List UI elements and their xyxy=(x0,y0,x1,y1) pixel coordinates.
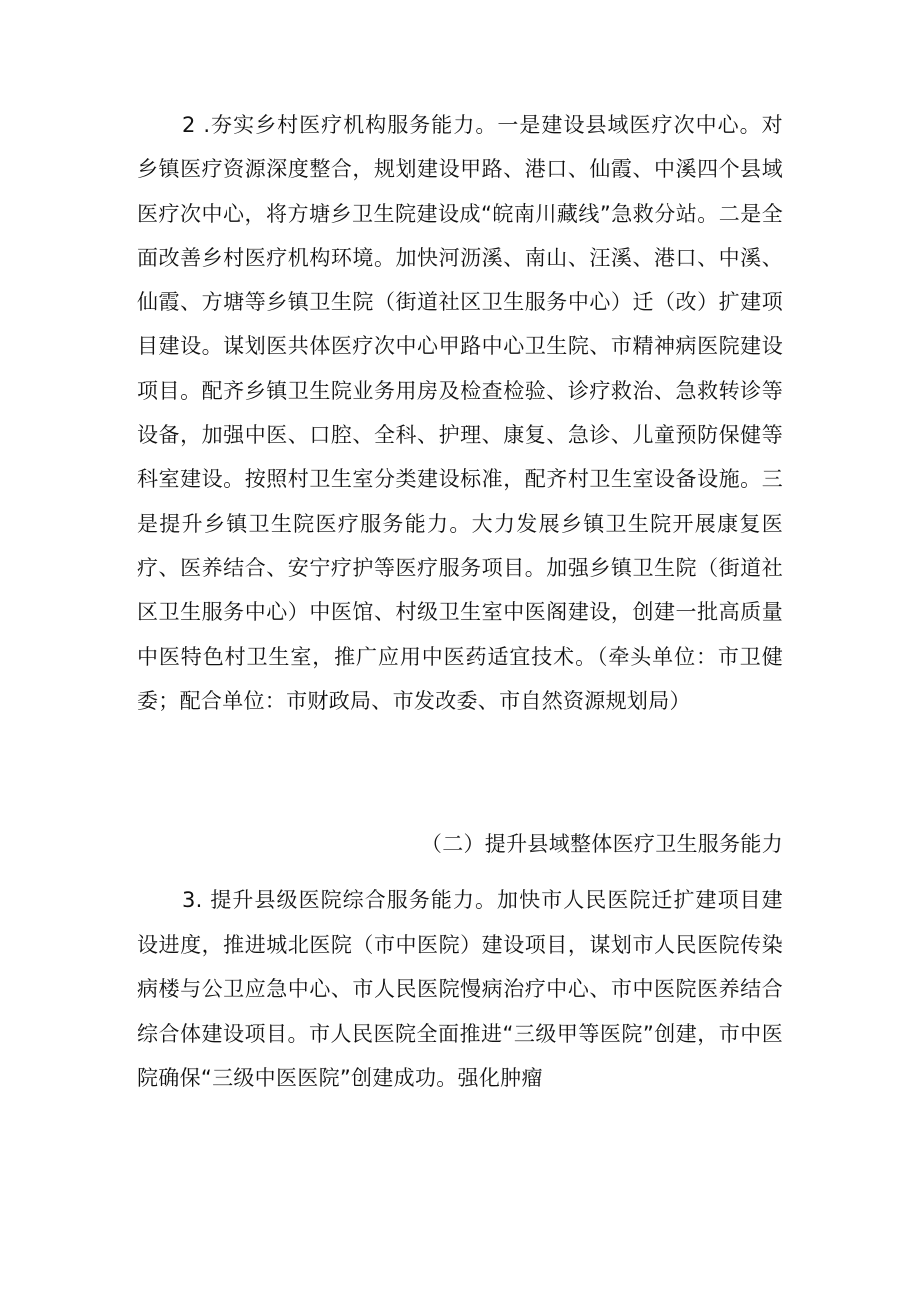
section-heading: （二）提升县域整体医疗卫生服务能力 xyxy=(420,832,783,856)
paragraph-2-text: 3. 提升县级医院综合服务能力。加快市人民医院迁扩建项目建设进度，推进城北医院（市中医院）建设项目，谋划市人民医院传染病楼与公卫应急中心、市人民医院慢病治疗中心、市中医院医养结合综合体建设项目。市人民医院全面推进“三级甲等医院”创建，市中医院确保“三级中医医院”创建成功。强化肿瘤 xyxy=(137,888,783,1090)
paragraph-rural-medical-capacity xyxy=(137,103,783,723)
paragraph-county-hospital-capacity xyxy=(137,878,783,1101)
paragraph-1-text: 2 .夯实乡村医疗机构服务能力。一是建设县域医疗次中心。对乡镇医疗资源深度整合，规划建设甲路、港口、仙霞、中溪四个县域医疗次中心，将方塘乡卫生院建设成“皖南川藏线”急救分站。二是全面改善乡村医疗机构环境。加快河沥溪、南山、汪溪、港口、中溪、仙霞、方塘等乡镇卫生院（街道社区卫生服务中心）迁（改）扩建项目建设。谋划医共体医疗次中心甲路中心卫生院、市精神病医院建设项目。配齐乡镇卫生院业务用房及检查检验、诊疗救治、急救转诊等设备，加强中医、口腔、全科、护理、康复、急诊、儿童预防保健等科室建设。按照村卫生室分类建设标准，配齐村卫生室设备设施。三是提升乡镇卫生院医疗服务能力。大力发展乡镇卫生院开展康复医疗、医养结合、安宁疗护等医疗服务项目。加强乡镇卫生院（街道社区卫生服务中心）中医馆、村级卫生室中医阁建设，创建一批高质量中医特色村卫生室，推广应用中医药适宜技术。（牵头单位：市卫健委；配合单位：市财政局、市发改委、市自然资源规划局） xyxy=(137,113,783,713)
